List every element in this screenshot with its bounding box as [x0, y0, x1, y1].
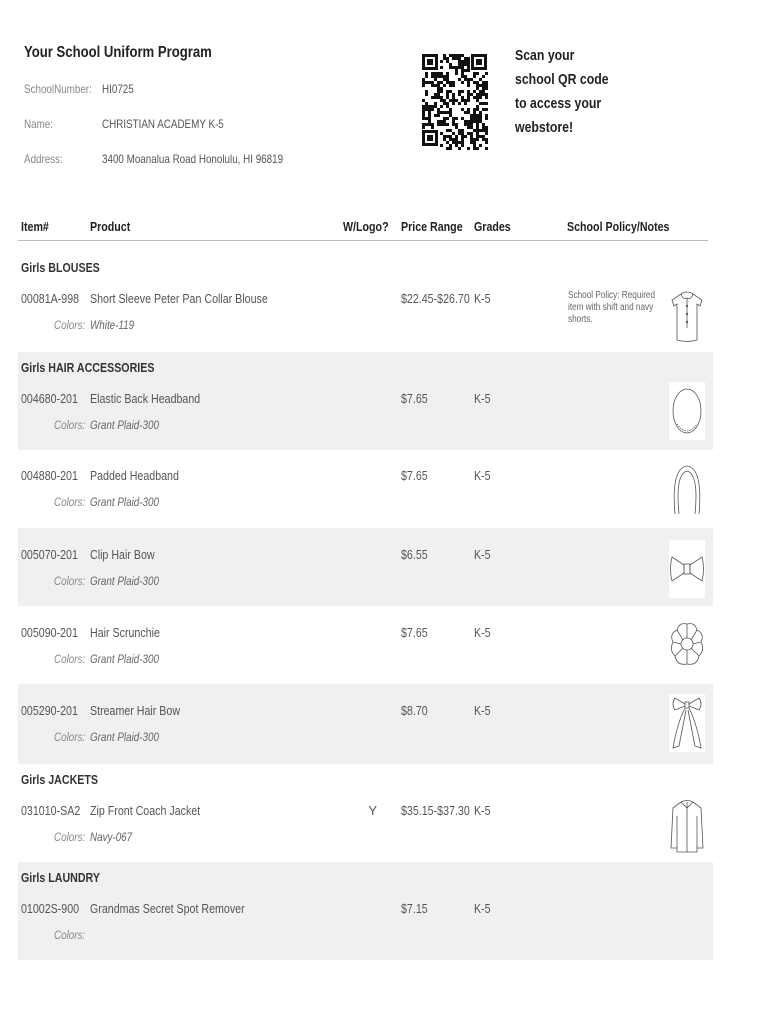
- hair-bow-icon: [669, 540, 705, 598]
- address-label: Address:: [24, 152, 63, 166]
- address-value: 3400 Moanalua Road Honolulu, HI 96819: [102, 152, 284, 166]
- grades: K-5: [474, 291, 491, 306]
- colors-value: Navy-067: [90, 830, 133, 844]
- item-number: 01002S-900: [21, 901, 80, 916]
- colors-label: Colors:: [54, 495, 86, 509]
- school-name-value: CHRISTIAN ACADEMY K-5: [102, 117, 224, 131]
- price-range: $35.15-$37.30: [401, 803, 470, 818]
- grades: K-5: [474, 703, 491, 718]
- price-range: $7.15: [401, 901, 428, 916]
- colors-value: Grant Plaid-300: [90, 495, 159, 509]
- price-range: $6.55: [401, 547, 428, 562]
- policy-note: School Policy: Required item with shift and navy shorts.: [568, 290, 656, 325]
- price-range: $7.65: [401, 391, 428, 406]
- column-header-notes: School Policy/Notes: [567, 219, 670, 234]
- column-header-logo: W/Logo?: [343, 219, 389, 234]
- column-header-price: Price Range: [401, 219, 463, 234]
- product-name: Streamer Hair Bow: [90, 703, 181, 718]
- qr-instructions: [515, 44, 629, 140]
- jacket-icon: [669, 796, 705, 854]
- category-heading: Girls LAUNDRY: [21, 870, 100, 885]
- product-name: Padded Headband: [90, 468, 179, 483]
- section-laundry: [18, 862, 713, 960]
- section-blouses: [18, 252, 713, 352]
- price-range: $22.45-$26.70: [401, 291, 470, 306]
- school-number-value: HI0725: [102, 82, 134, 96]
- colors-value: Grant Plaid-300: [90, 418, 159, 432]
- product-row[interactable]: [18, 684, 713, 764]
- product-row[interactable]: [18, 450, 713, 528]
- product-row[interactable]: [18, 382, 713, 450]
- category-heading: Girls HAIR ACCESSORIES: [21, 360, 155, 375]
- colors-label: Colors:: [54, 730, 86, 744]
- item-number: 00081A-998: [21, 291, 80, 306]
- grades: K-5: [474, 625, 491, 640]
- grades: K-5: [474, 547, 491, 562]
- product-row[interactable]: [18, 606, 713, 684]
- streamer-bow-icon: [669, 694, 705, 752]
- section-jackets: [18, 764, 713, 862]
- item-number: 004680-201: [21, 391, 78, 406]
- page-title: Your School Uniform Program: [24, 44, 212, 61]
- item-number: 005070-201: [21, 547, 78, 562]
- grades: K-5: [474, 803, 491, 818]
- colors-value: White-119: [90, 318, 135, 332]
- qr-line: webstore!: [515, 119, 574, 136]
- column-header-product: Product: [90, 219, 131, 234]
- colors-label: Colors:: [54, 574, 86, 588]
- category-heading: Girls JACKETS: [21, 772, 99, 787]
- padded-headband-icon: [669, 460, 705, 518]
- colors-label: Colors:: [54, 318, 86, 332]
- blouse-icon: [669, 288, 705, 346]
- column-header-grades: Grades: [474, 219, 511, 234]
- price-range: $7.65: [401, 625, 428, 640]
- colors-value: Grant Plaid-300: [90, 574, 159, 588]
- school-name-label: Name:: [24, 117, 53, 131]
- product-name: Clip Hair Bow: [90, 547, 155, 562]
- product-name: Short Sleeve Peter Pan Collar Blouse: [90, 291, 268, 306]
- product-name: Elastic Back Headband: [90, 391, 201, 406]
- product-row[interactable]: [18, 892, 713, 960]
- colors-value: Grant Plaid-300: [90, 652, 159, 666]
- price-range: $8.70: [401, 703, 428, 718]
- grades: K-5: [474, 391, 491, 406]
- colors-label: Colors:: [54, 652, 86, 666]
- grades: K-5: [474, 901, 491, 916]
- item-number: 005090-201: [21, 625, 78, 640]
- product-name: Hair Scrunchie: [90, 625, 160, 640]
- grades: K-5: [474, 468, 491, 483]
- colors-label: Colors:: [54, 928, 86, 942]
- headband-icon: [669, 382, 705, 440]
- school-number-label: SchoolNumber:: [24, 82, 92, 96]
- qr-line: to access your: [515, 95, 602, 112]
- colors-label: Colors:: [54, 418, 86, 432]
- scrunchie-icon: [669, 616, 705, 674]
- price-range: $7.65: [401, 468, 428, 483]
- product-name: Zip Front Coach Jacket: [90, 803, 201, 818]
- section-hair-accessories: [18, 352, 713, 764]
- column-header-item: Item#: [21, 219, 49, 234]
- header-divider: [18, 240, 708, 241]
- qr-code-icon[interactable]: [421, 52, 489, 156]
- colors-value: Grant Plaid-300: [90, 730, 159, 744]
- product-row[interactable]: [18, 528, 713, 606]
- qr-line: Scan your: [515, 47, 575, 64]
- colors-label: Colors:: [54, 830, 86, 844]
- category-heading: Girls BLOUSES: [21, 260, 100, 275]
- item-number: 031010-SA2: [21, 803, 81, 818]
- qr-line: school QR code: [515, 71, 609, 88]
- logo-flag: Y: [368, 803, 377, 818]
- item-number: 005290-201: [21, 703, 78, 718]
- item-number: 004880-201: [21, 468, 78, 483]
- product-name: Grandmas Secret Spot Remover: [90, 901, 245, 916]
- product-row[interactable]: [18, 282, 713, 352]
- product-row[interactable]: [18, 794, 713, 862]
